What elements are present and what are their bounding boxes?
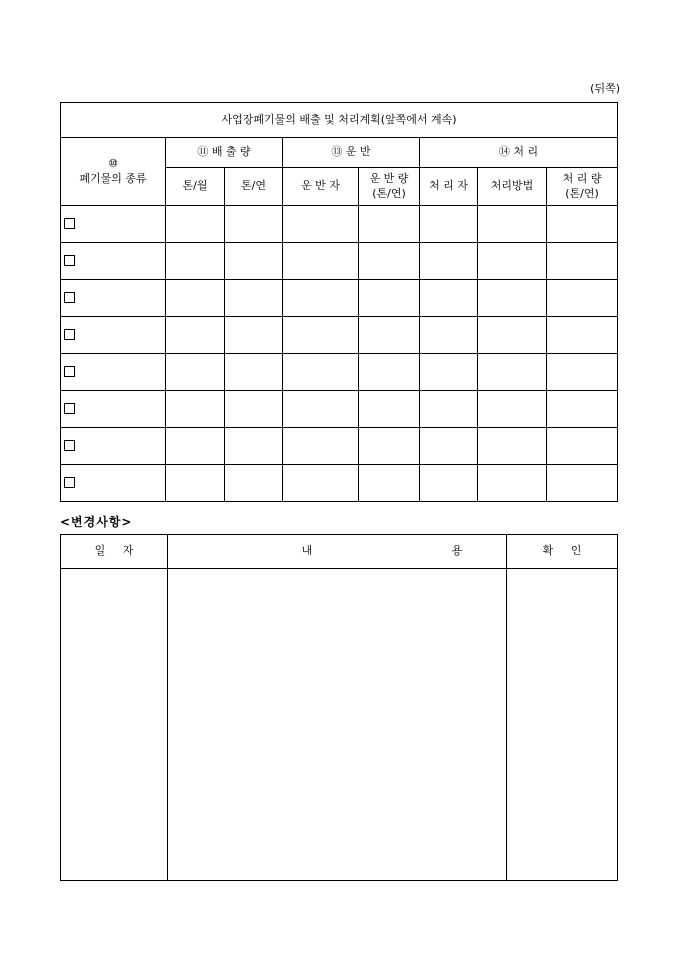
plan-row <box>61 354 618 391</box>
processor-cell[interactable] <box>420 206 478 243</box>
process-method-cell[interactable] <box>478 317 547 354</box>
transport-amount-cell[interactable] <box>359 465 420 502</box>
checkbox-icon[interactable] <box>64 477 75 488</box>
transporter-cell[interactable] <box>283 391 359 428</box>
ton-year-cell[interactable] <box>225 354 283 391</box>
process-amount-cell[interactable] <box>547 391 618 428</box>
transport-amount-cell[interactable] <box>359 317 420 354</box>
checkbox-icon[interactable] <box>64 329 75 340</box>
ton-month-cell[interactable] <box>166 206 225 243</box>
date-cell[interactable] <box>61 569 168 881</box>
transport-header <box>283 138 420 168</box>
transporter-cell[interactable] <box>283 280 359 317</box>
transport-amount-label: 운 반 량 <box>369 171 409 185</box>
process-amount-cell[interactable] <box>547 428 618 465</box>
transporter-header: 운 반 자 <box>283 168 359 206</box>
process-method-cell[interactable] <box>478 391 547 428</box>
waste-type-cell[interactable] <box>61 354 166 391</box>
process-label: 처 리 <box>513 145 539 159</box>
changes-section-title: <변경사항> <box>60 515 133 529</box>
transport-label: 운 반 <box>345 145 371 159</box>
transport-amount-cell[interactable] <box>359 428 420 465</box>
process-method-header: 처리방법 <box>478 168 547 206</box>
transport-number: ⑬ <box>331 145 343 159</box>
ton-year-header: 톤/연 <box>225 168 283 206</box>
waste-type-label: 폐기물의 종류 <box>79 171 147 185</box>
waste-type-header <box>61 138 166 206</box>
process-method-cell[interactable] <box>478 280 547 317</box>
confirm-header: 확 인 <box>507 535 618 569</box>
discharge-number: ⑪ <box>197 145 209 159</box>
checkbox-icon[interactable] <box>64 440 75 451</box>
process-amount-label: 처 리 량 <box>562 171 602 185</box>
ton-year-cell[interactable] <box>225 465 283 502</box>
waste-plan-table <box>60 102 618 502</box>
waste-type-cell[interactable] <box>61 206 166 243</box>
transporter-cell[interactable] <box>283 317 359 354</box>
processor-header: 처 리 자 <box>420 168 478 206</box>
checkbox-icon[interactable] <box>64 366 75 377</box>
waste-type-cell[interactable] <box>61 391 166 428</box>
checkbox-icon[interactable] <box>64 403 75 414</box>
waste-type-number: ⑩ <box>108 156 118 170</box>
plan-table-title: 사업장폐기물의 배출 및 처리계획(앞쪽에서 계속) <box>61 103 618 138</box>
processor-cell[interactable] <box>420 391 478 428</box>
checkbox-icon[interactable] <box>64 218 75 229</box>
plan-row <box>61 465 618 502</box>
ton-month-cell[interactable] <box>166 280 225 317</box>
ton-year-cell[interactable] <box>225 428 283 465</box>
ton-month-header: 톤/월 <box>166 168 225 206</box>
transporter-cell[interactable] <box>283 428 359 465</box>
ton-year-cell[interactable] <box>225 243 283 280</box>
checkbox-icon[interactable] <box>64 292 75 303</box>
transporter-cell[interactable] <box>283 243 359 280</box>
transporter-cell[interactable] <box>283 354 359 391</box>
checkbox-icon[interactable] <box>64 255 75 266</box>
ton-month-cell[interactable] <box>166 354 225 391</box>
process-amount-cell[interactable] <box>547 317 618 354</box>
process-amount-cell[interactable] <box>547 206 618 243</box>
waste-type-cell[interactable] <box>61 428 166 465</box>
waste-type-cell[interactable] <box>61 243 166 280</box>
processor-cell[interactable] <box>420 280 478 317</box>
waste-type-cell[interactable] <box>61 280 166 317</box>
processor-cell[interactable] <box>420 243 478 280</box>
transport-amount-cell[interactable] <box>359 354 420 391</box>
ton-month-cell[interactable] <box>166 465 225 502</box>
plan-row <box>61 391 618 428</box>
process-method-cell[interactable] <box>478 465 547 502</box>
plan-row <box>61 206 618 243</box>
transporter-cell[interactable] <box>283 206 359 243</box>
processor-cell[interactable] <box>420 428 478 465</box>
transporter-cell[interactable] <box>283 465 359 502</box>
processor-cell[interactable] <box>420 465 478 502</box>
process-method-cell[interactable] <box>478 243 547 280</box>
process-amount-cell[interactable] <box>547 354 618 391</box>
ton-month-cell[interactable] <box>166 317 225 354</box>
process-amount-header <box>547 168 618 206</box>
process-amount-cell[interactable] <box>547 280 618 317</box>
content-cell[interactable] <box>168 569 507 881</box>
processor-cell[interactable] <box>420 317 478 354</box>
ton-month-cell[interactable] <box>166 428 225 465</box>
transport-amount-cell[interactable] <box>359 206 420 243</box>
ton-month-cell[interactable] <box>166 391 225 428</box>
transport-amount-unit: (톤/연) <box>372 186 406 200</box>
process-amount-unit: (톤/연) <box>565 186 599 200</box>
process-method-cell[interactable] <box>478 206 547 243</box>
process-number: ⑭ <box>498 145 510 159</box>
ton-year-cell[interactable] <box>225 280 283 317</box>
process-method-cell[interactable] <box>478 428 547 465</box>
ton-year-cell[interactable] <box>225 317 283 354</box>
waste-type-cell[interactable] <box>61 465 166 502</box>
ton-month-cell[interactable] <box>166 243 225 280</box>
plan-row <box>61 428 618 465</box>
confirm-cell[interactable] <box>507 569 618 881</box>
transport-amount-header <box>359 168 420 206</box>
transport-amount-cell[interactable] <box>359 243 420 280</box>
date-header: 일 자 <box>61 535 168 569</box>
waste-type-cell[interactable] <box>61 317 166 354</box>
transport-amount-cell[interactable] <box>359 391 420 428</box>
content-header <box>168 535 507 569</box>
process-amount-cell[interactable] <box>547 465 618 502</box>
plan-row <box>61 280 618 317</box>
ton-year-cell[interactable] <box>225 391 283 428</box>
discharge-header <box>166 138 283 168</box>
plan-row <box>61 243 618 280</box>
content-header-part2: 용 <box>451 544 463 558</box>
plan-row <box>61 317 618 354</box>
content-header-part1: 내 <box>301 544 313 558</box>
process-method-cell[interactable] <box>478 354 547 391</box>
page-side-label: (뒤쪽) <box>590 82 620 95</box>
process-header <box>420 138 618 168</box>
process-amount-cell[interactable] <box>547 243 618 280</box>
change-history-table <box>60 534 618 881</box>
transport-amount-cell[interactable] <box>359 280 420 317</box>
plan-rows <box>61 206 618 502</box>
processor-cell[interactable] <box>420 354 478 391</box>
discharge-label: 배 출 량 <box>211 145 251 159</box>
ton-year-cell[interactable] <box>225 206 283 243</box>
